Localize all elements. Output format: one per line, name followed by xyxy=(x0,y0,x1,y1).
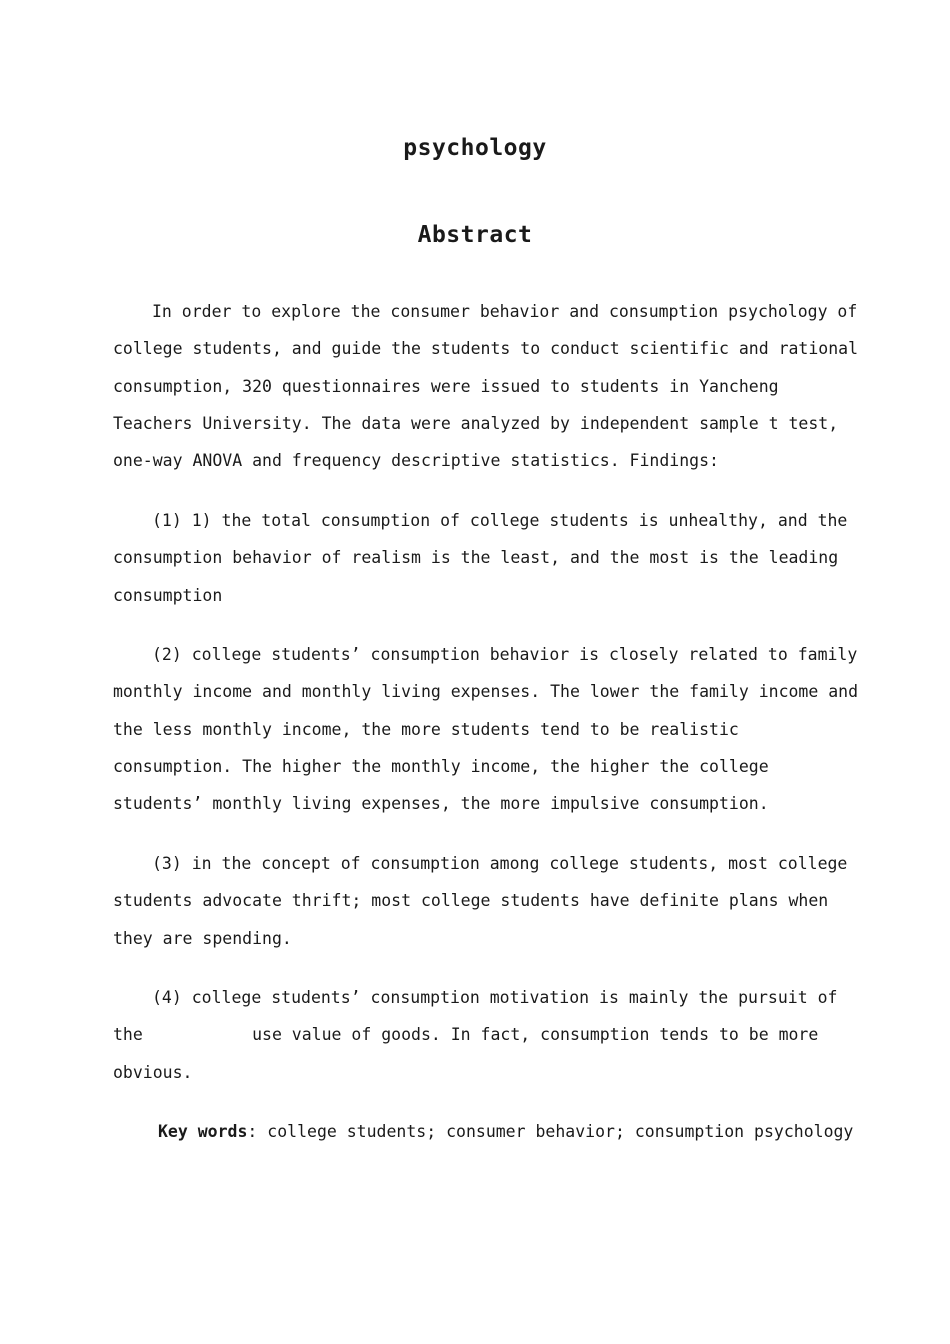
intro-line: college students, and guide the students to conduct scientific and rational xyxy=(113,339,859,359)
abstract-intro-paragraph xyxy=(113,293,859,479)
finding-line: students’ monthly living expenses, the more impulsive consumption. xyxy=(113,794,769,814)
finding-line: obvious. xyxy=(113,1062,193,1082)
keywords-label: Key words xyxy=(158,1122,248,1141)
finding-line: (1) 1) the total consumption of college students is unhealthy, and the xyxy=(152,511,848,530)
keywords-text: : college students; consumer behavior; consumption psychology xyxy=(247,1122,854,1141)
finding-2-paragraph xyxy=(113,636,859,822)
finding-line: consumption behavior of realism is the least, and the most is the leading xyxy=(113,548,839,568)
finding-line: (4) college students’ consumption motivation is mainly the pursuit of xyxy=(152,988,838,1007)
intro-line: Teachers University. The data were analyzed by independent sample t test, xyxy=(113,413,839,433)
finding-line: the use value of goods. In fact, consumption tends to be more xyxy=(113,1025,819,1045)
finding-line: consumption. The higher the monthly income, the higher the college xyxy=(113,756,769,776)
intro-line: consumption, 320 questionnaires were issued to students in Yancheng xyxy=(113,376,779,396)
finding-line: (3) in the concept of consumption among college students, most college xyxy=(152,854,848,873)
finding-line: monthly income and monthly living expenses. The lower the family income and xyxy=(113,682,859,702)
document-heading: psychology xyxy=(403,135,547,161)
intro-line: one-way ANOVA and frequency descriptive statistics. Findings: xyxy=(113,451,719,471)
finding-4-paragraph xyxy=(113,979,837,1091)
finding-1-paragraph xyxy=(113,502,848,614)
finding-line: (2) college students’ consumption behavior is closely related to family xyxy=(152,645,858,664)
finding-line: students advocate thrift; most college students have definite plans when xyxy=(113,891,829,911)
keywords-line xyxy=(158,1113,853,1150)
finding-line: the less monthly income, the more students tend to be realistic xyxy=(113,719,739,739)
abstract-title: Abstract xyxy=(417,222,533,248)
finding-3-paragraph xyxy=(113,845,848,957)
finding-line: they are spending. xyxy=(113,928,292,948)
finding-line: consumption xyxy=(113,585,223,605)
intro-line: In order to explore the consumer behavior and consumption psychology of xyxy=(152,302,858,321)
